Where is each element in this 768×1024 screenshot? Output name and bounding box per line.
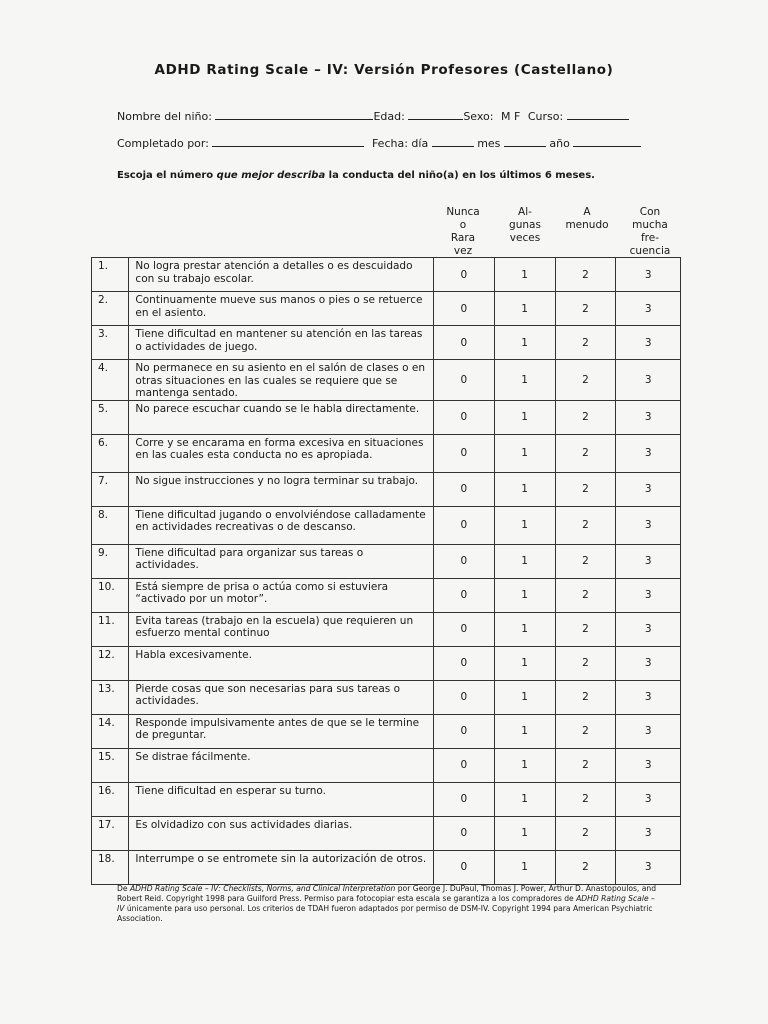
item-number: 3.	[92, 326, 129, 360]
score-option-0[interactable]: 0	[433, 714, 494, 748]
ano-label: año	[549, 137, 570, 150]
copyright-footer	[117, 884, 657, 924]
item-text: Habla excesivamente.	[129, 646, 433, 680]
score-option-0[interactable]: 0	[433, 680, 494, 714]
score-option-0[interactable]: 0	[433, 748, 494, 782]
score-option-1[interactable]: 1	[494, 578, 555, 612]
score-option-3[interactable]: 3	[616, 360, 681, 401]
score-option-1[interactable]: 1	[494, 680, 555, 714]
item-text: Continuamente mueve sus manos o pies o se retuerce en el asiento.	[129, 292, 433, 326]
column-header-1: Al- gunas veces	[509, 206, 541, 244]
score-option-3[interactable]: 3	[616, 434, 681, 472]
score-option-0[interactable]: 0	[433, 544, 494, 578]
item-text: Pierde cosas que son necesarias para sus tareas o actividades.	[129, 680, 433, 714]
item-text: Está siempre de prisa o actúa como si estuviera “activado por un motor”.	[129, 578, 433, 612]
score-option-2[interactable]: 2	[555, 360, 616, 401]
footer-title-2: ADHD Rating Scale – IV	[117, 894, 655, 913]
score-option-2[interactable]: 2	[555, 816, 616, 850]
score-option-1[interactable]: 1	[494, 400, 555, 434]
score-option-0[interactable]: 0	[433, 326, 494, 360]
score-option-0[interactable]: 0	[433, 472, 494, 506]
footer-title-1: ADHD Rating Scale – IV: Checklists, Norms, and Clinical Interpretation	[129, 884, 396, 893]
item-row	[92, 544, 681, 578]
score-option-0[interactable]: 0	[433, 850, 494, 884]
curso-field[interactable]	[567, 108, 629, 120]
mes-label: mes	[477, 137, 501, 150]
item-number: 8.	[92, 506, 129, 544]
footer-text-2: por George J. DuPaul, Thomas J. Power, Arthur D. Anastopoulos, and Robert Reid. Copyright 1998 para Guilford Press. Permiso para fotocopiar esta escala se garantiza a los compradores de	[117, 884, 657, 903]
item-number: 14.	[92, 714, 129, 748]
item-text: Tiene dificultad en mantener su atención en las tareas o actividades de juego.	[129, 326, 433, 360]
score-option-3[interactable]: 3	[616, 850, 681, 884]
item-row	[92, 258, 681, 292]
mes-field[interactable]	[504, 135, 546, 147]
score-option-2[interactable]: 2	[555, 748, 616, 782]
sexo-options[interactable]: M F	[501, 110, 521, 123]
item-row	[92, 646, 681, 680]
score-option-2[interactable]: 2	[555, 578, 616, 612]
item-number: 15.	[92, 748, 129, 782]
score-option-1[interactable]: 1	[494, 748, 555, 782]
score-option-0[interactable]: 0	[433, 782, 494, 816]
item-row	[92, 612, 681, 646]
edad-field[interactable]	[408, 108, 463, 120]
score-option-3[interactable]: 3	[616, 782, 681, 816]
score-option-3[interactable]: 3	[616, 326, 681, 360]
column-header-3: Con mucha fre- cuencia	[629, 206, 671, 257]
item-row	[92, 782, 681, 816]
item-number: 18.	[92, 850, 129, 884]
score-option-1[interactable]: 1	[494, 544, 555, 578]
item-text: Es olvidadizo con sus actividades diarias.	[129, 816, 433, 850]
rating-table	[91, 257, 681, 885]
score-option-0[interactable]: 0	[433, 292, 494, 326]
item-number: 6.	[92, 434, 129, 472]
score-option-0[interactable]: 0	[433, 578, 494, 612]
item-row	[92, 400, 681, 434]
score-option-2[interactable]: 2	[555, 850, 616, 884]
score-option-2[interactable]: 2	[555, 544, 616, 578]
item-number: 5.	[92, 400, 129, 434]
score-option-1[interactable]: 1	[494, 506, 555, 544]
item-text: Tiene dificultad jugando o envolviéndose calladamente en actividades recreativas o de descanso.	[129, 506, 433, 544]
score-option-0[interactable]: 0	[433, 646, 494, 680]
score-option-1[interactable]: 1	[494, 292, 555, 326]
item-text: Tiene dificultad en esperar su turno.	[129, 782, 433, 816]
item-row	[92, 748, 681, 782]
sexo-label: Sexo:	[463, 110, 494, 123]
score-option-3[interactable]: 3	[616, 714, 681, 748]
score-option-2[interactable]: 2	[555, 434, 616, 472]
edad-label: Edad:	[373, 110, 405, 123]
completado-label: Completado por:	[117, 137, 209, 150]
item-row	[92, 850, 681, 884]
dia-field[interactable]	[432, 135, 474, 147]
score-option-3[interactable]: 3	[616, 612, 681, 646]
score-option-1[interactable]: 1	[494, 326, 555, 360]
score-option-3[interactable]: 3	[616, 258, 681, 292]
score-option-1[interactable]: 1	[494, 612, 555, 646]
item-row	[92, 326, 681, 360]
instructions	[117, 170, 595, 181]
child-info-row	[117, 108, 629, 123]
score-option-2[interactable]: 2	[555, 400, 616, 434]
footer-text-3: únicamente para uso personal. Los criterios de TDAH fueron adaptados por permiso de DSM-IV. Copyright 1994 para American Psychiatric Association.	[117, 904, 653, 923]
score-option-0[interactable]: 0	[433, 400, 494, 434]
item-text: No parece escuchar cuando se le habla directamente.	[129, 400, 433, 434]
item-text: Corre y se encarama en forma excesiva en situaciones en las cuales esta conducta no es apropiada.	[129, 434, 433, 472]
item-row	[92, 360, 681, 401]
score-option-1[interactable]: 1	[494, 258, 555, 292]
ano-field[interactable]	[573, 135, 641, 147]
instruction-pre: Escoja el número	[117, 170, 217, 181]
item-text: Evita tareas (trabajo en la escuela) que requieren un esfuerzo mental continuo	[129, 612, 433, 646]
score-option-0[interactable]: 0	[433, 258, 494, 292]
nombre-label: Nombre del niño:	[117, 110, 212, 123]
column-header-2: A menudo	[565, 206, 609, 231]
item-row	[92, 434, 681, 472]
item-text: Se distrae fácilmente.	[129, 748, 433, 782]
score-option-2[interactable]: 2	[555, 472, 616, 506]
item-number: 1.	[92, 258, 129, 292]
score-option-3[interactable]: 3	[616, 646, 681, 680]
item-row	[92, 292, 681, 326]
item-number: 7.	[92, 472, 129, 506]
score-option-3[interactable]: 3	[616, 680, 681, 714]
score-option-2[interactable]: 2	[555, 292, 616, 326]
score-option-3[interactable]: 3	[616, 544, 681, 578]
item-number: 13.	[92, 680, 129, 714]
item-row	[92, 506, 681, 544]
item-text: Interrumpe o se entromete sin la autorización de otros.	[129, 850, 433, 884]
score-option-3[interactable]: 3	[616, 400, 681, 434]
score-option-1[interactable]: 1	[494, 434, 555, 472]
score-option-1[interactable]: 1	[494, 472, 555, 506]
score-option-3[interactable]: 3	[616, 292, 681, 326]
score-option-2[interactable]: 2	[555, 326, 616, 360]
score-option-2[interactable]: 2	[555, 506, 616, 544]
item-number: 12.	[92, 646, 129, 680]
score-option-1[interactable]: 1	[494, 714, 555, 748]
score-option-3[interactable]: 3	[616, 506, 681, 544]
score-option-0[interactable]: 0	[433, 434, 494, 472]
curso-label: Curso:	[527, 110, 564, 123]
item-text: Tiene dificultad para organizar sus tareas o actividades.	[129, 544, 433, 578]
item-number: 17.	[92, 816, 129, 850]
item-row	[92, 680, 681, 714]
item-row	[92, 714, 681, 748]
completion-row	[117, 135, 641, 150]
item-row	[92, 578, 681, 612]
score-option-2[interactable]: 2	[555, 680, 616, 714]
item-number: 16.	[92, 782, 129, 816]
score-option-0[interactable]: 0	[433, 360, 494, 401]
score-option-3[interactable]: 3	[616, 472, 681, 506]
score-option-1[interactable]: 1	[494, 360, 555, 401]
item-text: No logra prestar atención a detalles o es descuidado con su trabajo escolar.	[129, 258, 433, 292]
score-option-0[interactable]: 0	[433, 816, 494, 850]
score-option-0[interactable]: 0	[433, 612, 494, 646]
score-option-1[interactable]: 1	[494, 816, 555, 850]
item-text: No sigue instrucciones y no logra terminar su trabajo.	[129, 472, 433, 506]
instruction-emphasis: que mejor describa	[216, 170, 326, 181]
score-option-3[interactable]: 3	[616, 816, 681, 850]
column-header-0: Nunca o Rara vez	[446, 206, 480, 257]
item-text: Responde impulsivamente antes de que se le termine de preguntar.	[129, 714, 433, 748]
score-option-3[interactable]: 3	[616, 578, 681, 612]
item-number: 4.	[92, 360, 129, 401]
item-row	[92, 816, 681, 850]
score-option-0[interactable]: 0	[433, 506, 494, 544]
instruction-post: la conducta del niño(a) en los últimos 6 meses.	[325, 170, 595, 181]
score-option-2[interactable]: 2	[555, 646, 616, 680]
footer-text-1: De	[117, 884, 130, 893]
score-option-1[interactable]: 1	[494, 782, 555, 816]
score-option-1[interactable]: 1	[494, 850, 555, 884]
page-title: ADHD Rating Scale – IV: Versión Profesores (Castellano)	[154, 62, 614, 78]
score-option-2[interactable]: 2	[555, 714, 616, 748]
score-option-2[interactable]: 2	[555, 782, 616, 816]
score-option-2[interactable]: 2	[555, 258, 616, 292]
item-text: No permanece en su asiento en el salón de clases o en otras situaciones en las cuales se requiere que se mantenga sentado.	[129, 360, 433, 401]
score-option-3[interactable]: 3	[616, 748, 681, 782]
nombre-field[interactable]	[215, 108, 373, 120]
item-number: 9.	[92, 544, 129, 578]
item-row	[92, 472, 681, 506]
item-number: 11.	[92, 612, 129, 646]
item-number: 2.	[92, 292, 129, 326]
completado-field[interactable]	[212, 135, 364, 147]
score-option-1[interactable]: 1	[494, 646, 555, 680]
item-number: 10.	[92, 578, 129, 612]
fecha-label: Fecha: día	[371, 137, 429, 150]
score-option-2[interactable]: 2	[555, 612, 616, 646]
